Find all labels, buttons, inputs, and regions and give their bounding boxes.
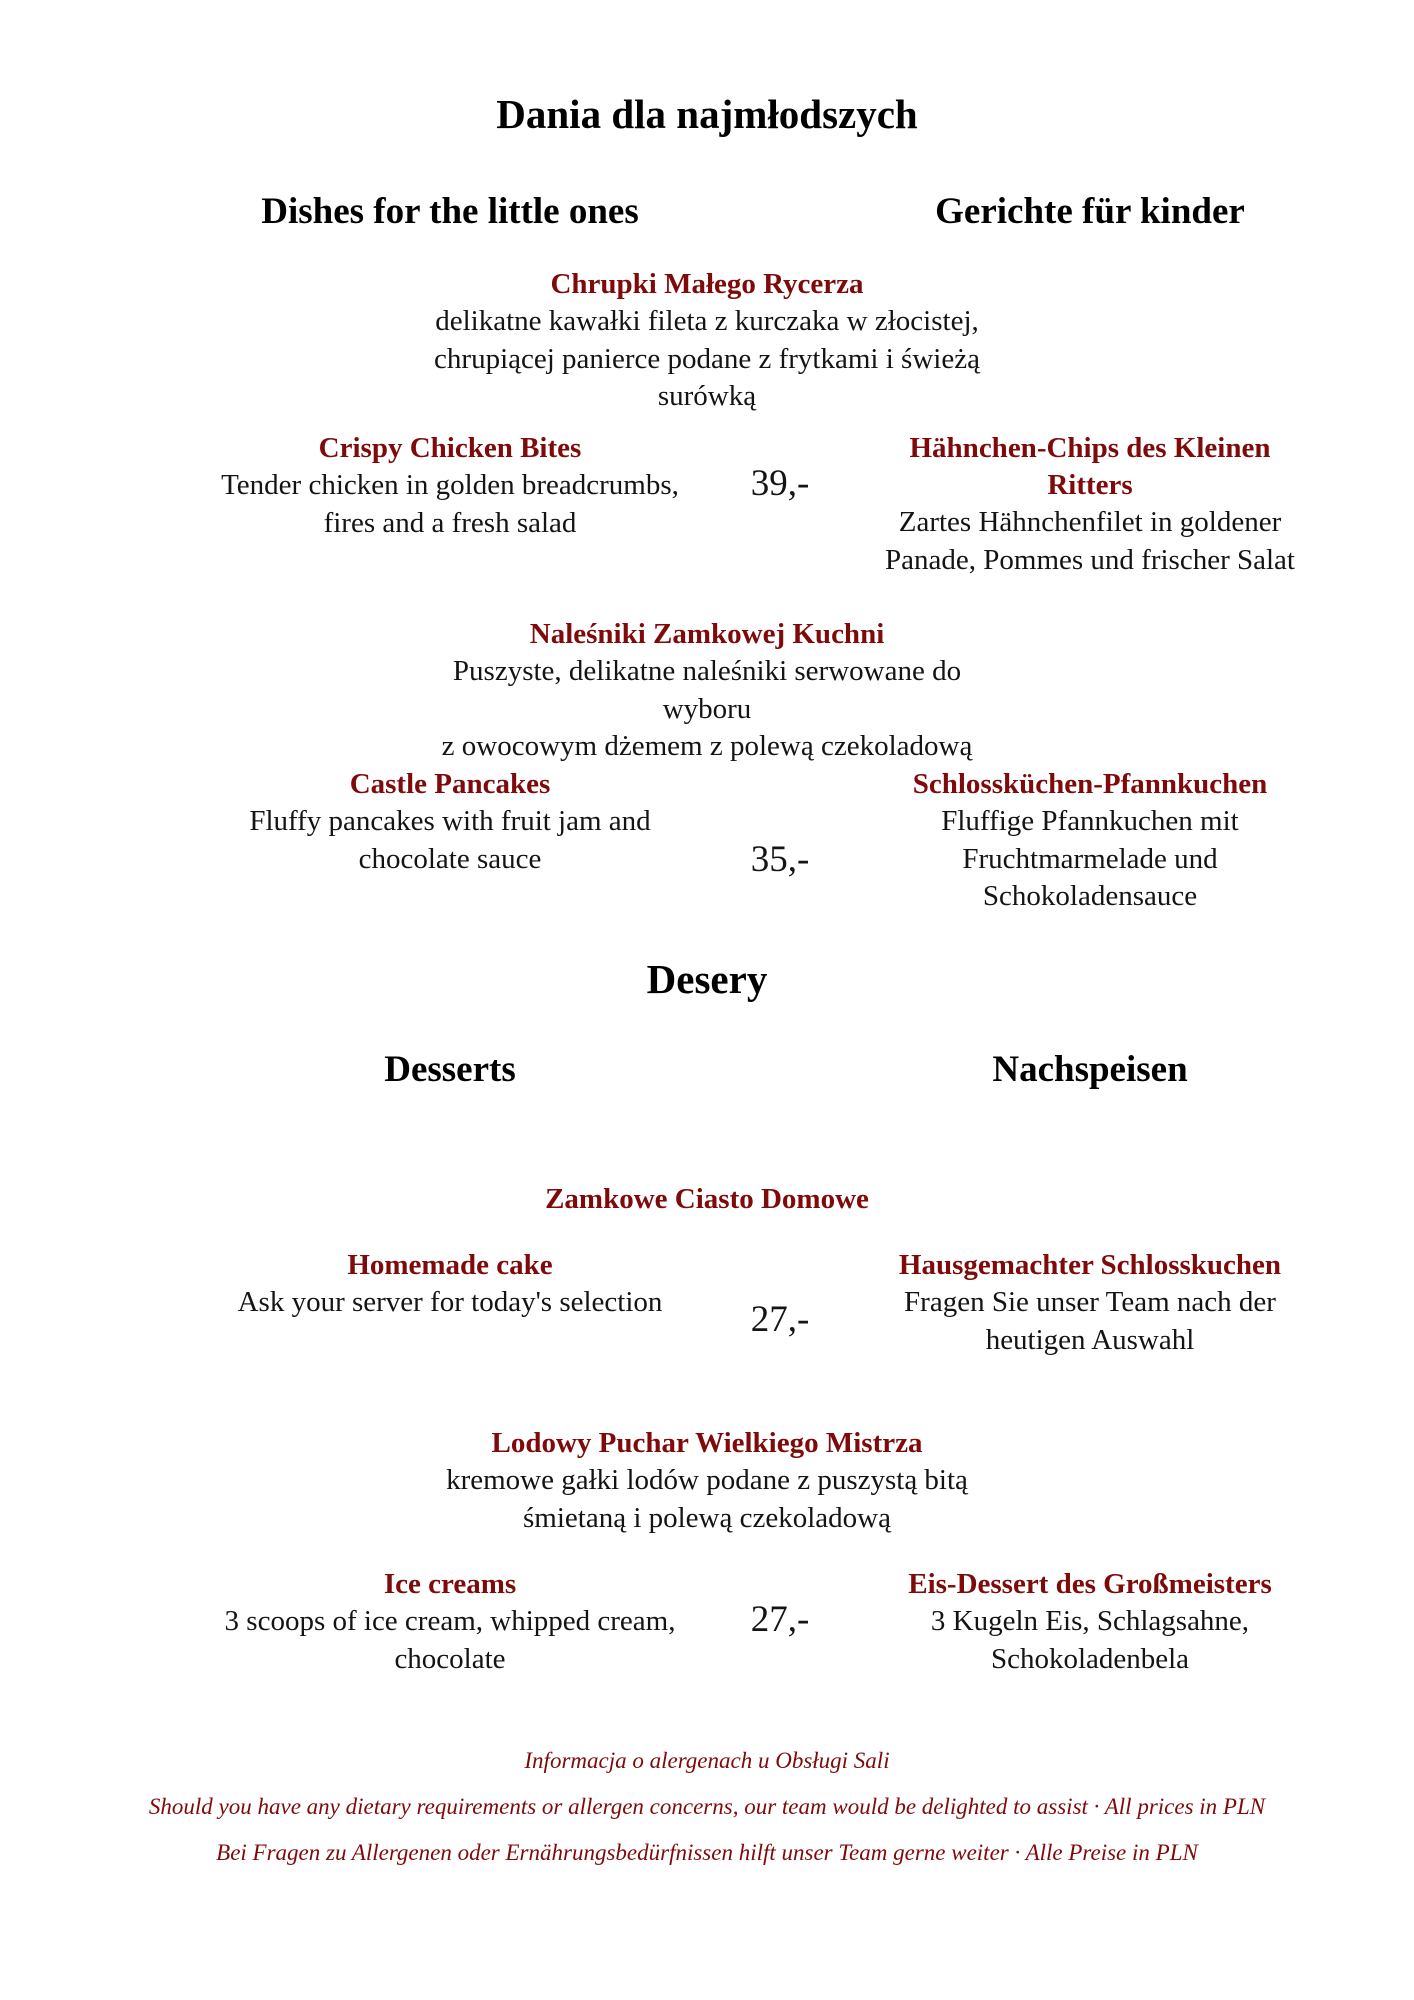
dish-desc-pl-line: surówką [657, 380, 757, 412]
menu-item-de [850, 430, 1330, 579]
dish-name-de-line: Eis-Dessert des Großmeisters [908, 1568, 1272, 1600]
dish-desc-pl-line: z owocowym dżemem z polewą czekoladową [441, 730, 973, 762]
dish-desc-de-line: Fruchtmarmelade und [962, 842, 1218, 875]
desserts-heading-en: Desserts [384, 1049, 516, 1090]
menu-item-pl [430, 266, 984, 416]
dish-desc-de-line: Schokoladenbela [990, 1642, 1190, 1675]
dish-desc-en-line: Ask your server for today's selection [237, 1286, 663, 1318]
desserts-heading-de: Nachspeisen [992, 1049, 1188, 1090]
dish-name-de-line: Ritters [1047, 469, 1133, 501]
dish-desc-en-line: Fluffy pancakes with fruit jam and [249, 805, 651, 837]
menu-item-en [170, 1247, 730, 1322]
desserts-section-title: Desery [646, 956, 768, 1002]
dish-desc-pl-line: kremowe gałki lodów podane z puszystą bitą [446, 1464, 968, 1496]
kids-heading-en: Dishes for the little ones [261, 191, 639, 232]
dish-desc-de-line: Panade, Pommes und frischer Salat [885, 543, 1295, 576]
menu-item-en [170, 766, 730, 878]
dish-desc-de-line: 3 Kugeln Eis, Schlagsahne, [930, 1605, 1250, 1637]
dish-name-pl: Zamkowe Ciasto Domowe [545, 1183, 869, 1215]
dish-name-en: Ice creams [383, 1568, 517, 1600]
allergen-note-en: Should you have any dietary requirements or allergen concerns, our team would be delighted to assist · All prices in PLN [148, 1794, 1266, 1819]
dish-desc-de-line: Fragen Sie unser Team nach der [904, 1286, 1276, 1318]
dish-desc-en-line: chocolate sauce [358, 842, 542, 875]
dish-desc-pl-line: śmietaną i polewą czekoladową [523, 1501, 891, 1534]
dish-price: 27,- [750, 1299, 810, 1340]
dish-desc-en-line: chocolate [394, 1642, 506, 1675]
dish-price: 35,- [750, 839, 810, 880]
dish-desc-de-line: heutigen Auswahl [985, 1323, 1195, 1356]
dish-name-de-line: Hähnchen-Chips des Kleinen [909, 432, 1271, 464]
kids-heading-de: Gerichte für kinder [935, 191, 1245, 232]
dish-desc-de-line: Zartes Hähnchenfilet in goldener [898, 506, 1282, 538]
dish-name-en: Castle Pancakes [349, 768, 551, 800]
dish-name-pl: Chrupki Małego Rycerza [550, 268, 864, 300]
dish-desc-pl-line: delikatne kawałki fileta z kurczaka w złocistej, [435, 305, 979, 337]
dish-name-en: Homemade cake [347, 1249, 553, 1281]
dish-name-de-line: Schlossküchen-Pfannkuchen [912, 768, 1268, 800]
dish-name-en: Crispy Chicken Bites [318, 432, 582, 464]
dish-name-de-line: Hausgemachter Schlosskuchen [898, 1249, 1282, 1281]
menu-item-de [850, 1566, 1330, 1678]
menu-item-en [170, 1566, 730, 1678]
menu-item-de [850, 1247, 1330, 1359]
dish-price: 39,- [750, 463, 810, 504]
menu-item-de [850, 766, 1330, 916]
dish-desc-de-line: Fluffige Pfannkuchen mit [941, 805, 1239, 837]
dish-desc-en-line: fires and a fresh salad [323, 506, 577, 539]
dish-desc-de-line: Schokoladensauce [982, 880, 1198, 912]
dish-desc-pl-line: Puszyste, delikatne naleśniki serwowane do wyboru [452, 655, 962, 725]
dish-name-pl: Lodowy Puchar Wielkiego Mistrza [491, 1427, 923, 1459]
menu-item-pl [430, 1425, 984, 1537]
dish-desc-en-line: Tender chicken in golden breadcrumbs, [221, 469, 679, 501]
allergen-note-de: Bei Fragen zu Allergenen oder Ernährungsbedürfnissen hilft unser Team gerne weiter · Alle Preise in PLN [216, 1840, 1198, 1865]
dish-desc-pl-line: chrupiącej panierce podane z frytkami i świeżą [434, 342, 980, 375]
menu-item-en [170, 430, 730, 542]
menu-item-pl [430, 616, 984, 766]
kids-section-title: Dania dla najmłodszych [496, 91, 918, 137]
menu-item-pl [430, 1181, 984, 1218]
dish-name-pl: Naleśniki Zamkowej Kuchni [529, 618, 885, 650]
dish-desc-en-line: 3 scoops of ice cream, whipped cream, [224, 1605, 676, 1637]
dish-price: 27,- [750, 1599, 810, 1640]
allergen-note-pl: Informacja o alergenach u Obsługi Sali [524, 1748, 890, 1773]
